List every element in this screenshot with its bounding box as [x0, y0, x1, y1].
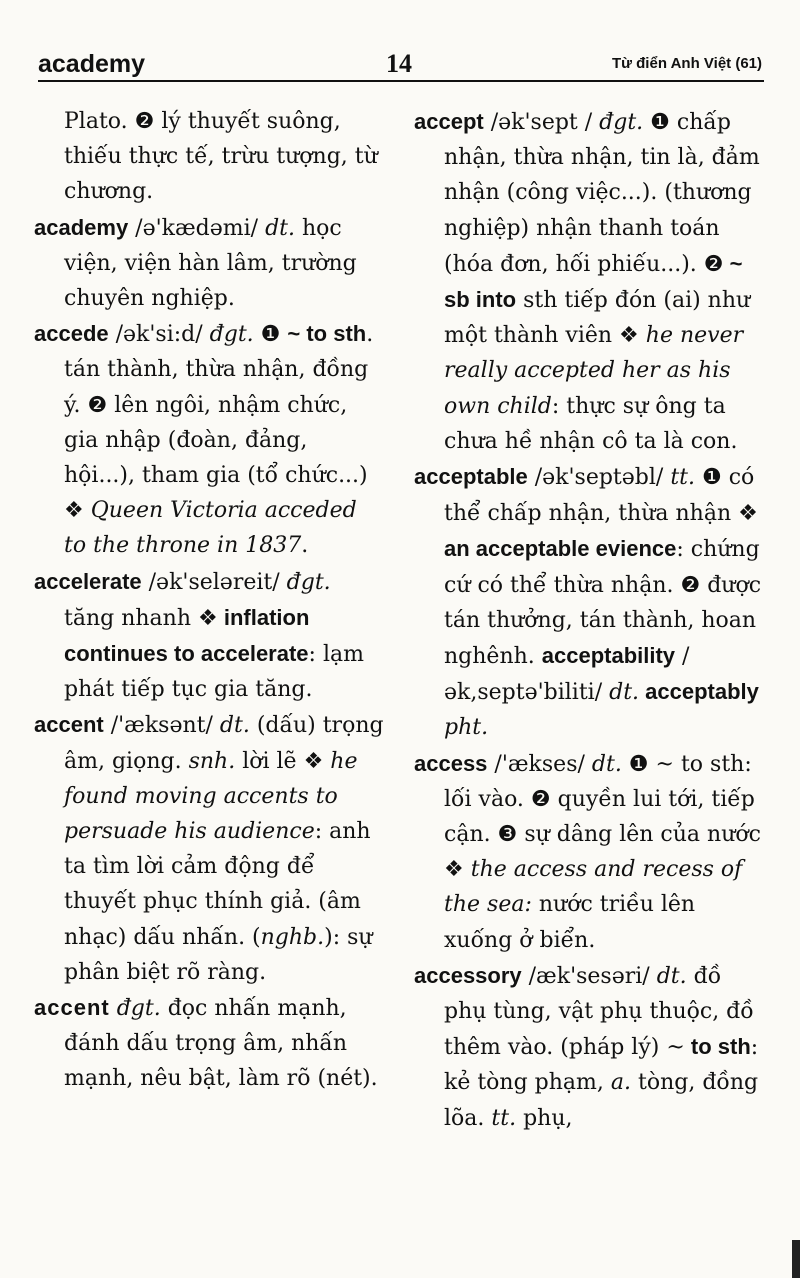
sense-marker: ❷ [134, 109, 155, 134]
pronunciation: /ə'kædəmi/ [128, 215, 266, 241]
abbreviation: a. [610, 1070, 631, 1096]
definition-text: ~ to sth: lối vào. [444, 751, 752, 812]
phrase: to sth [684, 1034, 751, 1060]
entry-acceptable [414, 459, 764, 746]
definition-text: . [301, 533, 309, 559]
headword: accessory [414, 962, 522, 988]
example-marker-icon: ❖ [64, 498, 84, 524]
pronunciation: /ək'sept / [483, 110, 600, 135]
part-of-speech: đgt. [599, 110, 644, 135]
pronunciation: /ək'septəbl/ [527, 465, 671, 491]
phrase: inflation continues to accelerate [64, 604, 310, 667]
part-of-speech: tt. [491, 1105, 517, 1131]
page-header [38, 50, 764, 82]
right-column [414, 104, 764, 1136]
definition-text: học viện, viện hàn lâm, trường chuyên nghiệp. [64, 215, 357, 312]
entry-accede [34, 316, 384, 563]
entry-accelerate [34, 564, 384, 708]
phrase: ~ sb into [444, 250, 743, 313]
part-of-speech: dt. [656, 963, 687, 989]
entry-accept [414, 104, 764, 459]
part-of-speech: dt. [265, 215, 295, 241]
headword: academy [34, 214, 129, 240]
headword: accept [414, 109, 484, 134]
pronunciation: /ək,septə'biliti/ [444, 644, 690, 706]
pronunciation: /ək'si:d/ [108, 322, 210, 348]
headword: acceptability [541, 643, 676, 669]
sense-marker: ❶ [695, 465, 722, 491]
example-text: he never really accepted her as his own child [444, 323, 744, 419]
phrase: an acceptable evience [444, 536, 677, 562]
headword: accent [34, 712, 104, 738]
part-of-speech: đgt. [286, 569, 331, 595]
sense-marker: ❷ [530, 786, 551, 812]
page-number: 14 [386, 49, 412, 78]
entry-continuation [34, 104, 384, 210]
example-text: he found moving accents to persuade his audience [64, 748, 358, 845]
part-of-speech: dt. [591, 751, 622, 777]
phrase: ~ to sth [287, 321, 367, 347]
part-of-speech: dt. [609, 680, 640, 706]
definition-text: tăng nhanh [64, 605, 198, 631]
entry-access [414, 746, 764, 958]
definition-text: sth tiếp đón (ai) như một thành viên [444, 288, 751, 349]
entry-accessory [414, 958, 764, 1136]
definition-text: : lạm phát tiếp tục gia tăng. [64, 642, 364, 703]
example-marker-icon: ❖ [198, 605, 218, 631]
definition-text: sự dâng lên của nước [517, 822, 761, 848]
definition-text: phụ, [516, 1105, 573, 1131]
abbreviation: nghb. [260, 924, 325, 950]
pronunciation: /æk'sesəri/ [521, 963, 657, 989]
definition-text: có thể chấp nhận, thừa nhận [444, 465, 755, 527]
entry-accent-noun [34, 707, 384, 990]
headword: accent [34, 995, 110, 1021]
headword: access [414, 750, 488, 776]
sense-marker: ❷ [87, 392, 108, 418]
definition-text: lý thuyết suông, thiếu thực tế, trừu tượng, từ chương. [64, 109, 378, 205]
definition-text: (dấu) trọng âm, giọng. [64, 713, 384, 774]
part-of-speech: đgt. [109, 996, 161, 1022]
sense-marker: ❶ [643, 110, 670, 135]
sense-marker: ❷ [703, 251, 724, 277]
definition-text: ): sự phân biệt rõ ràng. [64, 924, 373, 985]
page-edge [792, 1240, 800, 1278]
sense-marker: ❶ [253, 322, 288, 348]
part-of-speech: pht. [444, 715, 489, 741]
headword: acceptably [639, 679, 759, 705]
definition-text: . tán thành, thừa nhận, đồng ý. [64, 322, 374, 418]
example-marker-icon: ❖ [738, 501, 758, 527]
pronunciation: /'ækses/ [487, 751, 592, 777]
headword: acceptable [414, 464, 528, 490]
headword: accede [34, 321, 109, 347]
book-title: Từ điển Anh Việt (61) [611, 55, 762, 72]
headword: accelerate [34, 568, 142, 594]
example-text: Queen Victoria acceded to the throne in 1837 [64, 498, 357, 559]
example-marker-icon: ❖ [444, 857, 464, 883]
definition-text: lên ngôi, nhậm chức, gia nhập (đoàn, đảng, hội...), tham gia (tổ chức...) [64, 392, 368, 489]
definition-text: được tán thưởng, tán thành, hoan nghênh. [444, 572, 762, 670]
part-of-speech: tt. [670, 465, 696, 491]
definition-text: : kẻ tòng phạm, [444, 1035, 759, 1096]
running-headword: academy [38, 50, 146, 78]
part-of-speech: snh. [188, 748, 236, 774]
example-marker-icon: ❖ [619, 323, 639, 349]
definition-text: chấp nhận, thừa nhận, tin là, đảm nhận (công việc...). (thương nghiệp) nhận thanh toán (hóa đơn, hối phiếu...). [444, 110, 760, 277]
definition-text: tòng, đồng lõa. [444, 1070, 759, 1131]
left-column [34, 104, 384, 1097]
pronunciation: /'æksənt/ [103, 713, 220, 739]
example-text: the access and recess of the sea: [444, 857, 743, 918]
sense-marker: ❷ [680, 572, 701, 598]
pronunciation: /ək'seləreit/ [141, 569, 287, 595]
definition-text: đồ phụ tùng, vật phụ thuộc, đồ thêm vào. (pháp lý) ~ [444, 963, 754, 1061]
sense-marker: ❶ [621, 751, 649, 777]
definition-text: Plato. [64, 109, 135, 134]
definition-text: quyền lui tới, tiếp cận. [444, 786, 755, 848]
definition-text: nước triều lên xuống ở biển. [444, 892, 696, 953]
definition-text: đọc nhấn mạnh, đánh dấu trọng âm, nhấn mạnh, nêu bật, làm rõ (nét). [64, 996, 378, 1092]
entry-accent-verb [34, 990, 384, 1097]
definition-text: : thực sự ông ta chưa hề nhận cô ta là con. [444, 393, 738, 454]
definition-text: : anh ta tìm lời cảm động để thuyết phục thính giả. (âm nhạc) dấu nhấn. ( [64, 819, 371, 950]
definition-text: lời lẽ [235, 748, 304, 774]
example-marker-icon: ❖ [303, 748, 324, 774]
definition-text: : chứng cứ có thể thừa nhận. [444, 537, 760, 598]
part-of-speech: dt. [219, 713, 250, 739]
entry-academy [34, 210, 384, 317]
part-of-speech: đgt. [209, 322, 254, 348]
sense-marker: ❸ [497, 822, 518, 848]
